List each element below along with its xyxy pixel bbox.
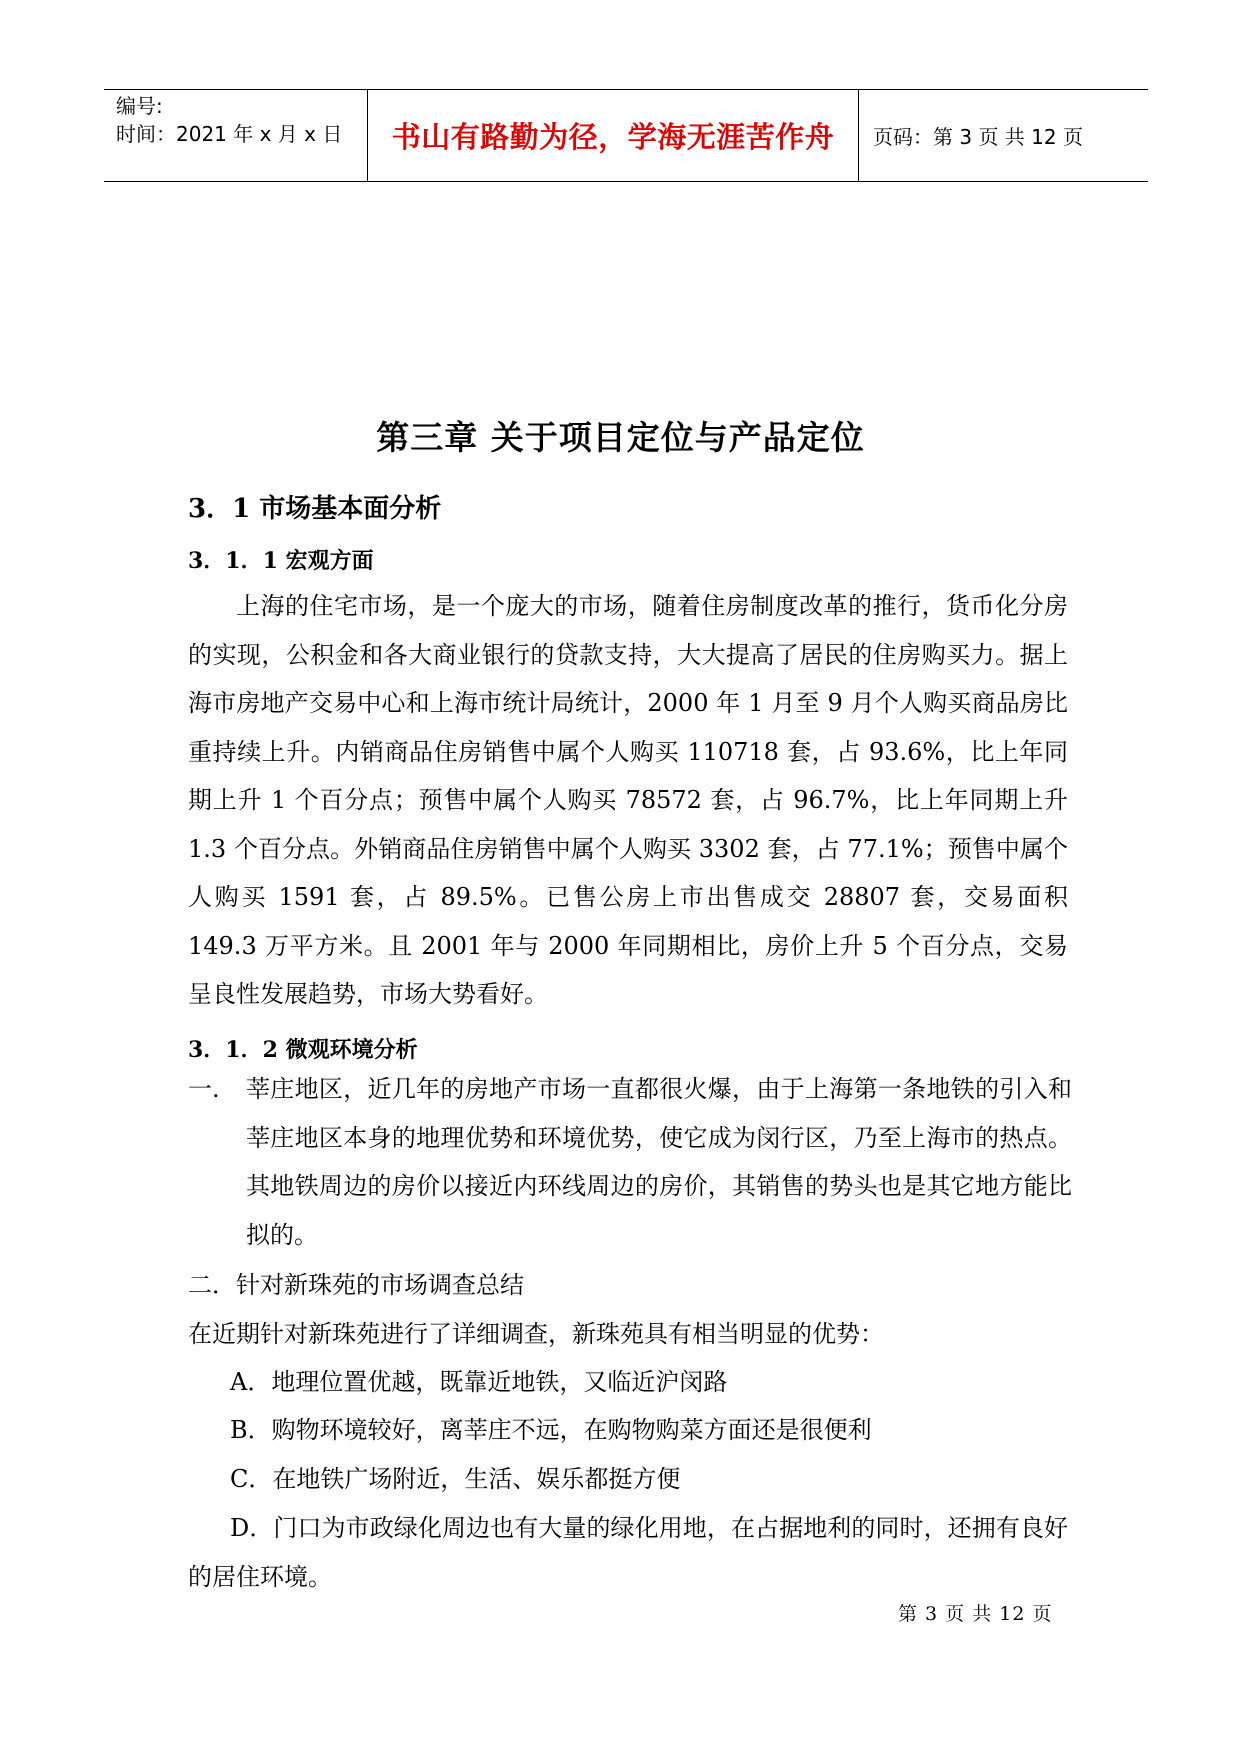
list-item-2-title: 二．针对新珠苑的市场调查总结 xyxy=(188,1271,524,1299)
advantage-item: B．购物环境较好，离莘庄不远，在购物购菜方面还是很便利 xyxy=(230,1416,872,1444)
advantage-item: D．门口为市政绿化周边也有大量的绿化用地，在占据地利的同时，还拥有良好的居住环境。 xyxy=(188,1514,1068,1591)
list-marker-1: 一. xyxy=(188,1075,220,1103)
subsection-heading-macro: 3．1．1 宏观方面 xyxy=(188,548,374,574)
advantage-item: C．在地铁广场附近，生活、娱乐都挺方便 xyxy=(230,1465,681,1493)
chapter-title: 第三章 关于项目定位与产品定位 xyxy=(376,418,865,457)
page-footer: 第 3 页 共 12 页 xyxy=(898,1603,1053,1625)
survey-intro: 在近期针对新珠苑进行了详细调查，新珠苑具有相当明显的优势： xyxy=(188,1320,884,1348)
subsection-heading-micro: 3．1．2 微观环境分析 xyxy=(188,1037,418,1063)
serial-number-label: 编号: xyxy=(116,94,163,118)
time-label: 时间：2021 年 x 月 x 日 xyxy=(116,122,343,146)
header-meta-cell xyxy=(104,90,368,181)
motto-text: 书山有路勤为径，学海无涯苦作舟 xyxy=(391,120,835,154)
header-motto-cell xyxy=(368,90,859,181)
section-heading: 3．1 市场基本面分析 xyxy=(188,494,442,524)
list-item-1-text: 莘庄地区，近几年的房地产市场一直都很火爆，由于上海第一条地铁的引入和莘庄地区本身的地理优势和环境优势，使它成为闵行区，乃至上海市的热点。其地铁周边的房价以接近内环线周边的房价，其销售的势头也是其它地方能比拟的。 xyxy=(246,1075,1072,1249)
header-page-info: 页码：第 3 页 共 12 页 xyxy=(873,125,1083,149)
page-header xyxy=(104,89,1148,182)
advantage-item: A．地理位置优越，既靠近地铁，又临近沪闵路 xyxy=(230,1368,728,1396)
macro-paragraph: 上海的住宅市场，是一个庞大的市场，随着住房制度改革的推行，货币化分房的实现，公积金和各大商业银行的贷款支持，大大提高了居民的住房购买力。据上海市房地产交易中心和上海市统计局统计，2000 年 1 月至 9 月个人购买商品房比重持续上升。内销商品住房销售中属个人购买 110718 套，占 93.6%，比上年同期上升 1 个百分点；预售中属个人购买 78572 套，占 96.7%，比上年同期上升 1.3 个百分点。外销商品住房销售中属个人购买 3302 套，占 77.1%；预售中属个人购买 1591 套，占 89.5%。已售公房上市出售成交 28807 套，交易面积 149.3 万平方米。且 2001 年与 2000 年同期相比，房价上升 5 个百分点，交易呈良性发展趋势，市场大势看好。 xyxy=(188,592,1068,1008)
